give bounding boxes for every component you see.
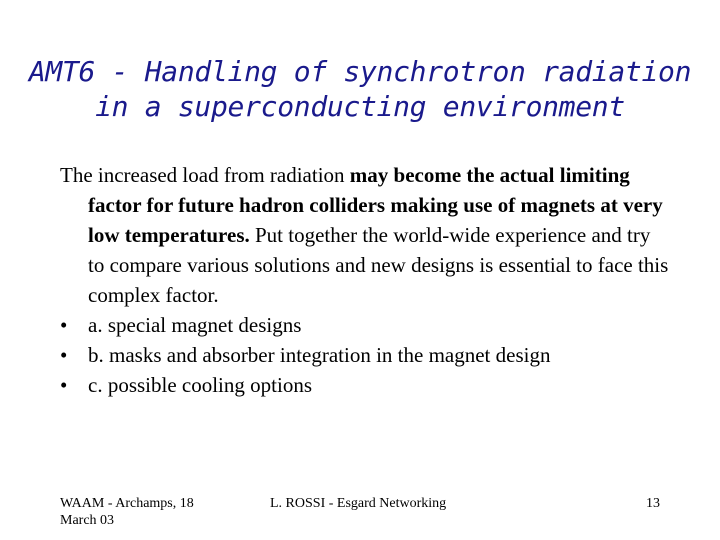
footer-event	[60, 495, 230, 529]
intro-paragraph	[60, 160, 670, 310]
slide-title-line-2: in a superconducting environment	[95, 90, 625, 123]
footer-author: L. ROSSI - Esgard Networking	[270, 496, 447, 511]
bullet-text: b. masks and absorber integration in the magnet design	[88, 343, 551, 367]
intro-emphasis: may become the actual limiting factor for future hadron colliders making use of magnets at very low temperatures.	[88, 163, 663, 247]
bullet-item-b	[60, 340, 670, 370]
bullet-item-a	[60, 310, 670, 340]
bullet-text: a. special magnet designs	[88, 313, 302, 337]
slide-title	[0, 54, 720, 124]
bullet-marker: •	[60, 313, 68, 337]
bullet-marker: •	[60, 343, 68, 367]
footer-event-line-1: WAAM - Archamps, 18	[60, 496, 194, 511]
bullet-text: c. possible cooling options	[88, 373, 312, 397]
intro-text-start: The increased load from radiation	[60, 163, 350, 187]
intro-text-end: Put together the world-wide experience and try to compare various solutions and new designs is essential to face this complex factor.	[88, 223, 669, 307]
slide-body	[60, 160, 670, 400]
bullet-marker: •	[60, 373, 68, 397]
bullet-item-c	[60, 370, 670, 400]
slide-title-line-1: AMT6 - Handling of synchrotron radiation	[28, 55, 692, 88]
page-number: 13	[646, 496, 660, 511]
bullet-list	[60, 310, 670, 400]
footer-event-line-2: March 03	[60, 513, 115, 528]
